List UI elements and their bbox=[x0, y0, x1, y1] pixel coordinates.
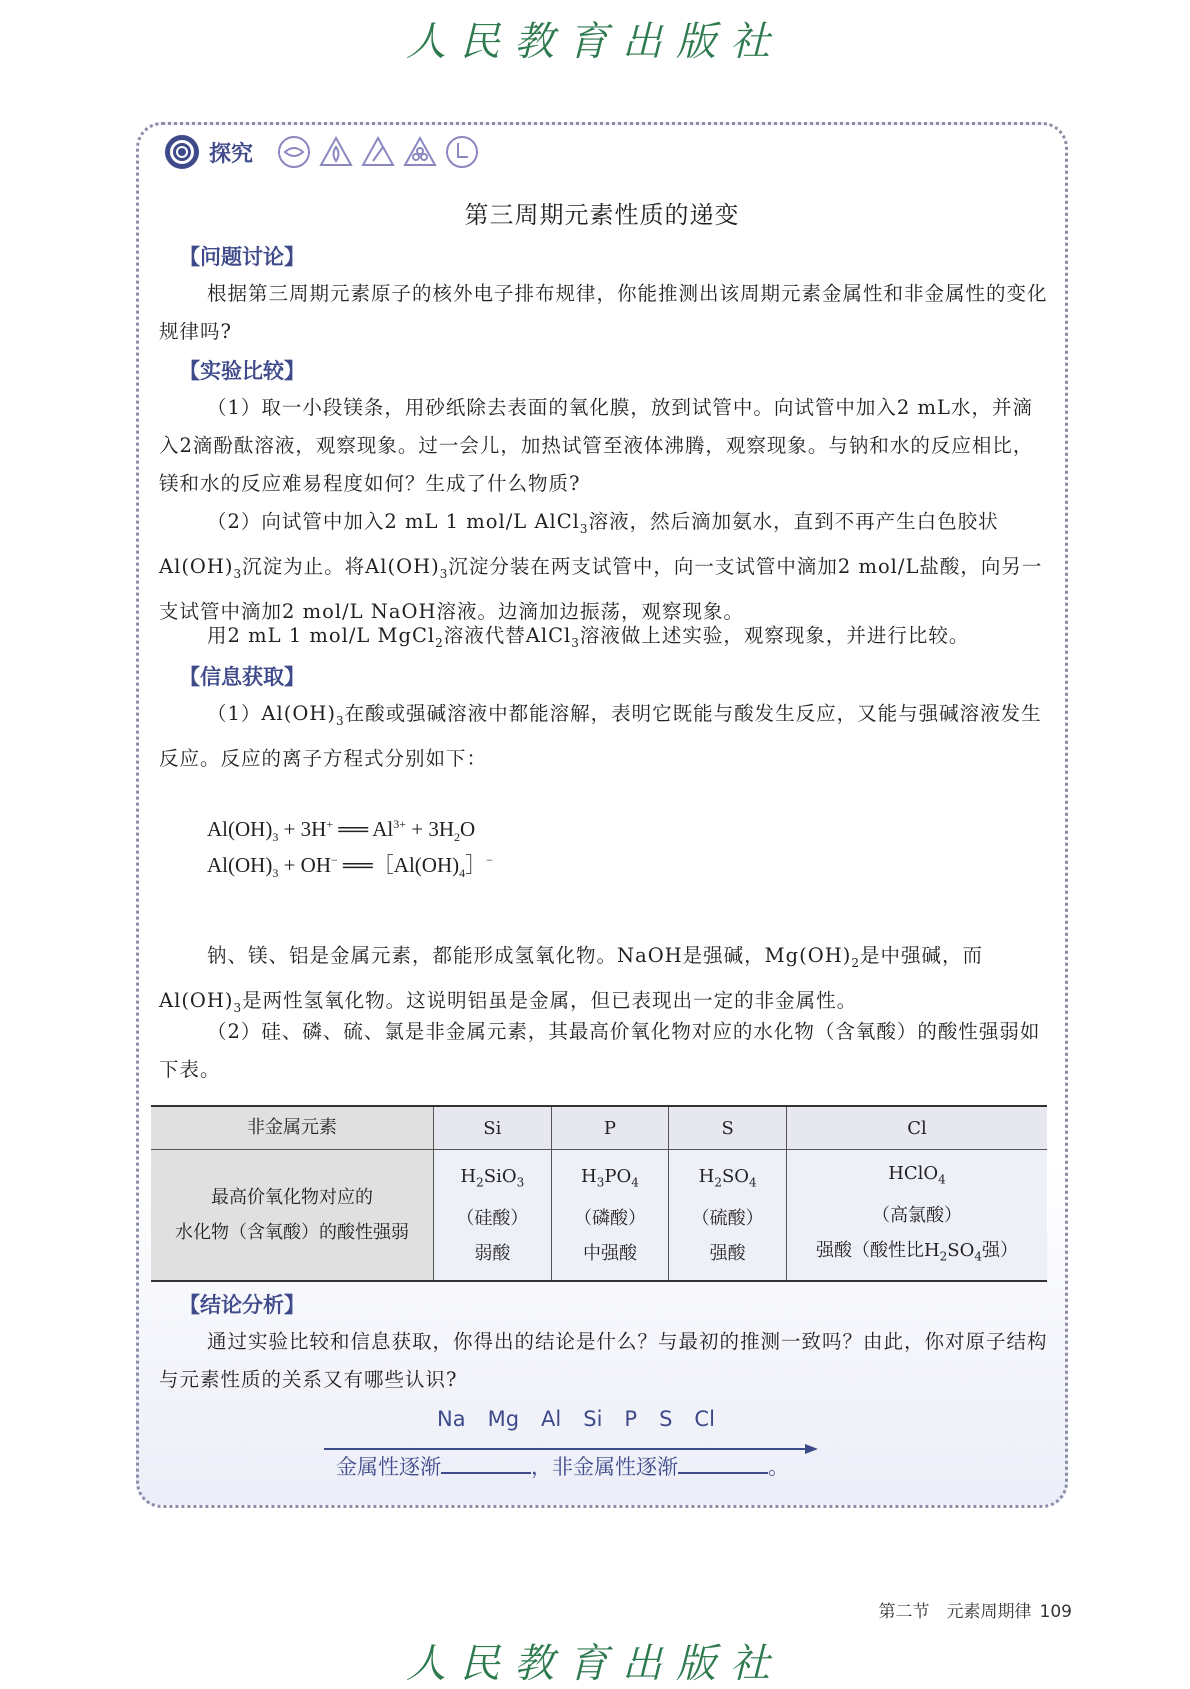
element-label: Cl bbox=[694, 1407, 715, 1431]
element-label: Al bbox=[541, 1407, 562, 1431]
hand-wash-icon bbox=[445, 135, 479, 169]
table-row bbox=[151, 1150, 1047, 1282]
experiment-step-1: （1）取一小段镁条，用砂纸除去表面的氧化膜，放到试管中。向试管中加入2 mL水，并滴入2滴酚酞溶液，观察现象。过一会儿，加热试管至液体沸腾，观察现象。与钠和水的反应相比，镁和水的反应难易程度如何？生成了什么物质? bbox=[159, 396, 1034, 495]
blank-metal[interactable] bbox=[441, 1454, 531, 1474]
conclusion-text: 通过实验比较和信息获取，你得出的结论是什么？与最初的推测一致吗？由此，你对原子结构与元素性质的关系又有哪些认识? bbox=[159, 1330, 1048, 1391]
table-header-cell: P bbox=[551, 1106, 669, 1150]
table-header-row bbox=[151, 1106, 1047, 1150]
inquiry-box bbox=[136, 122, 1068, 1508]
equation-base: $Al(OH)_3 + OH^-$ $══[Al(OH)_4]^-$ bbox=[207, 853, 493, 881]
table-cell: $H_2SiO_3$ （硅酸） 弱酸 bbox=[434, 1150, 552, 1282]
acidity-table bbox=[151, 1105, 1047, 1282]
heading-conclusion: 【结论分析】 bbox=[179, 1293, 305, 1317]
element-label: Mg bbox=[487, 1407, 520, 1431]
fan-ventilation-icon bbox=[403, 135, 437, 169]
publisher-logo-top: 人民教育出版社 bbox=[406, 19, 784, 65]
equation-acid: $Al(OH)_3 + 3H^+$ ══ $Al^{3+} + 3H_2O$ bbox=[207, 817, 476, 845]
blank-nonmetal[interactable] bbox=[678, 1454, 768, 1474]
info-text-3: （2）硅、磷、硫、氯是非金属元素，其最高价氧化物对应的水化物（含氧酸）的酸性强弱如下表。 bbox=[159, 1020, 1041, 1081]
flame-warning-icon bbox=[319, 135, 353, 169]
goggles-icon bbox=[277, 135, 311, 169]
table-cell: $H_2SO_4$ （硫酸） 强酸 bbox=[669, 1150, 787, 1282]
heading-experiment: 【实验比较】 bbox=[179, 359, 305, 383]
element-label: P bbox=[624, 1407, 638, 1431]
footer-section: 第二节 元素周期律 bbox=[878, 1602, 1032, 1622]
heading-discussion: 【问题讨论】 bbox=[179, 245, 305, 269]
publisher-logo-bottom: 人民教育出版社 bbox=[406, 1641, 784, 1687]
table-header-cell: S bbox=[669, 1106, 787, 1150]
table-cell: HClO$_4$ （高氯酸） 强酸（酸性比$H_2SO_4$强） bbox=[787, 1150, 1048, 1282]
element-label: S bbox=[659, 1407, 673, 1431]
info-text-2: 钠、镁、铝是金属元素，都能形成氢氧化物。NaOH是强碱，$Mg(OH)_2$是中强碱，而$Al(OH)_3$是两性氢氧化物。这说明铝虽是金属，但已表现出一定的非金属性。 bbox=[159, 944, 983, 1015]
experiment-step-2: （2）向试管中加入2 mL 1 mol/L AlCl$_3$溶液，然后滴加氨水，直到不再产生白色胶状$Al(OH)_3$沉淀为止。将$Al(OH)_3$沉淀分装在两支试管中，向一支试管中滴加2 mol/L盐酸，向另一支试管中滴加2 mol/L NaOH溶液。边滴加边振荡，观察现象。 bbox=[159, 510, 1043, 623]
target-icon bbox=[165, 135, 199, 169]
page-title: 第三周期元素性质的递变 bbox=[464, 201, 740, 229]
element-sequence bbox=[437, 1407, 737, 1431]
discussion-text: 根据第三周期元素原子的核外电子排布规律，你能推测出该周期元素金属性和非金属性的变化规律吗? bbox=[159, 282, 1048, 343]
trend-fill-in: 金属性逐渐 ，非金属性逐渐 。 bbox=[336, 1455, 789, 1479]
table-header-cell: Cl bbox=[787, 1106, 1048, 1150]
page-number: 109 bbox=[1039, 1602, 1072, 1622]
info-text-1: $(1)Al(OH)_3$在酸或强碱溶液中都能溶解，表明它既能与酸发生反应，又能与强碱溶液发生反应。反应的离子方程式分别如下： bbox=[159, 702, 1042, 770]
page-footer bbox=[879, 1597, 1072, 1622]
element-label: Si bbox=[583, 1407, 603, 1431]
inquiry-label: 探究 bbox=[209, 141, 254, 167]
table-cell: $H_3PO_4$ （磷酸） 中强酸 bbox=[551, 1150, 669, 1282]
experiment-step-3: 用2 mL 1 mol/L MgCl$_2$溶液代替AlCl$_3$溶液做上述实验，观察现象，并进行比较。 bbox=[207, 624, 970, 650]
table-header-cell: Si bbox=[434, 1106, 552, 1150]
heading-info: 【信息获取】 bbox=[179, 665, 305, 689]
element-label: Na bbox=[437, 1407, 466, 1431]
table-row-label: 最高价氧化物对应的 水化物（含氧酸）的酸性强弱 bbox=[151, 1150, 434, 1282]
sharp-object-warning-icon bbox=[361, 135, 395, 169]
table-header-cell: 非金属元素 bbox=[151, 1106, 434, 1150]
inquiry-header bbox=[165, 135, 479, 169]
